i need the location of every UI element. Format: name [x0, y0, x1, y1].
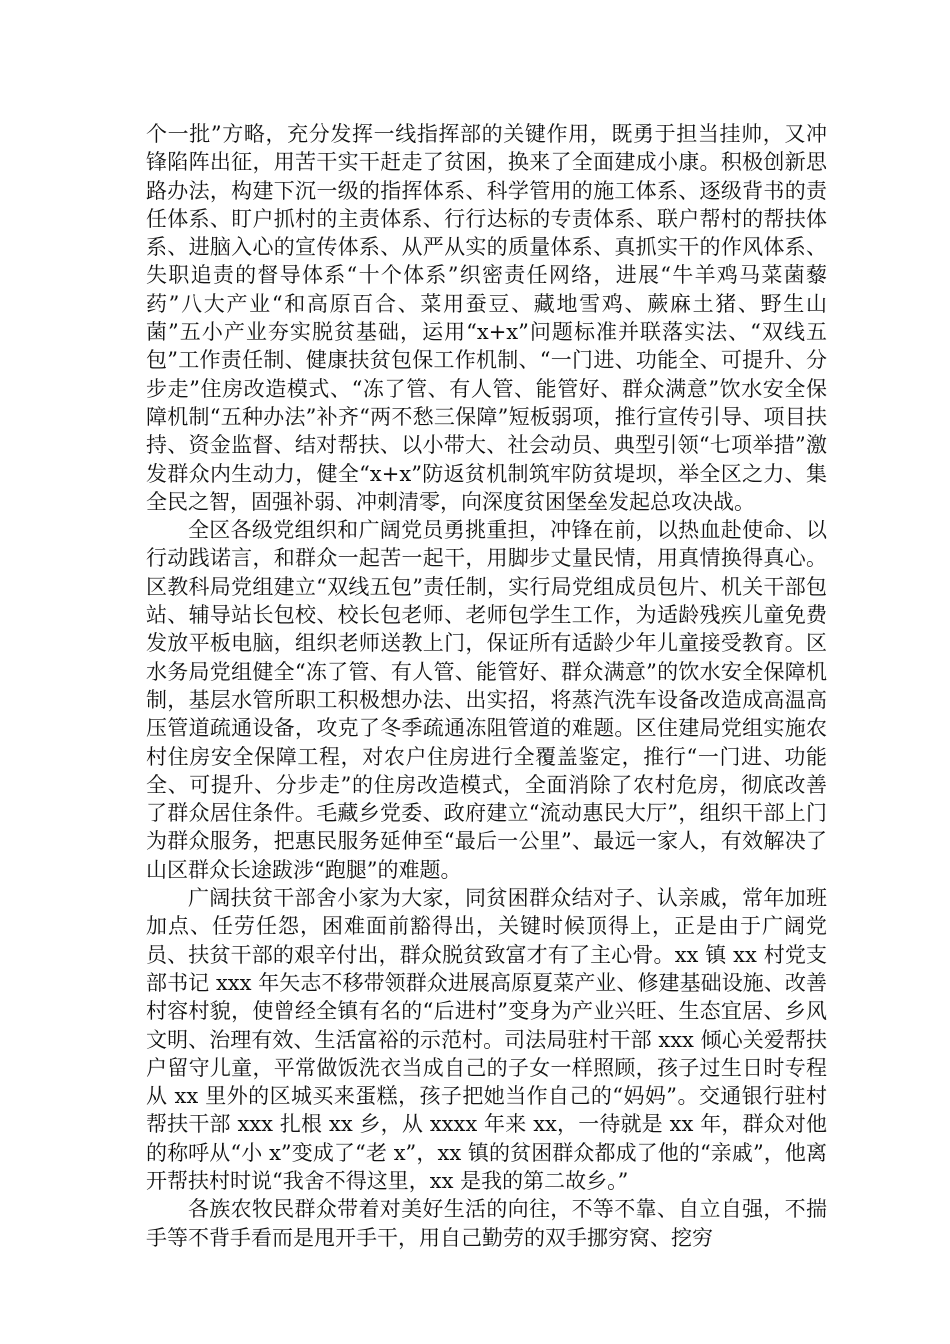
- paragraph: 个一批”方略，充分发挥一线指挥部的关键作用，既勇于担当挂帅，又冲锋陷阵出征，用苦干实干赶走了贫困，换来了全面建成小康。积极创新思路办法，构建下沉一级的指挥体系、科学管用的施工体系、逐级背书的责任体系、盯户抓村的主责体系、行行达标的专责体系、联户帮村的帮扶体系、进脑入心的宣传体系、从严从实的质量体系、真抓实干的作风体系、失职追责的督导体系“十个体系”织密责任网络，进展“牛羊鸡马菜菌藜药”八大产业“和高原百合、菜用蚕豆、藏地雪鸡、蕨麻土猪、野生山菌”五小产业夯实脱贫基础，运用“x+x”问题标准并联落实法、“双线五包”工作责任制、健康扶贫包保工作机制、“一门进、功能全、可提升、分步走”住房改造模式、“冻了管、有人管、能管好、群众满意”饮水安全保障机制“五种办法”补齐“两不愁三保障”短板弱项，推行宣传引导、项目扶持、资金监督、结对帮扶、以小带大、社会动员、典型引领“七项举措”激发群众内生动力，健全“x+x”防返贫机制筑牢防贫堤坝，举全区之力、集全民之智，固强补弱、冲刺清零，向深度贫困堡垒发起总攻决战。: [146, 122, 827, 514]
- document-body: [146, 120, 827, 1252]
- paragraph: 广阔扶贫干部舍小家为大家，同贫困群众结对子、认亲戚，常年加班加点、任劳任怨，困难面前豁得出，关键时候顶得上，正是由于广阔党员、扶贫干部的艰辛付出，群众脱贫致富才有了主心骨。xx 镇 xx 村党支部书记 xxx 年矢志不移带领群众进展高原夏菜产业、修建基础设施、改善村容村貌，使曾经全镇有名的“后进村”变身为产业兴旺、生态宜居、乡风文明、治理有效、生活富裕的示范村。司法局驻村干部 xxx 倾心关爱帮扶户留守儿童，平常做饭洗衣当成自己的子女一样照顾，孩子过生日时专程从 xx 里外的区城买来蛋糕，孩子把她当作自己的“妈妈”。交通银行驻村帮扶干部 xxx 扎根 xx 乡，从 xxxx 年来 xx，一待就是 xx 年，群众对他的称呼从“小 x”变成了“老 x”，xx 镇的贫困群众都成了他的“亲戚”，他离开帮扶村时说“我舍不得这里，xx 是我的第二故乡。”: [146, 886, 827, 1193]
- paragraph: 各族农牧民群众带着对美好生活的向往，不等不靠、自立自强，不揣手等不背手看而是甩开手干，用自己勤劳的双手挪穷窝、挖穷: [146, 1197, 827, 1250]
- paragraph: 全区各级党组织和广阔党员勇挑重担，冲锋在前，以热血赴使命、以行动践诺言，和群众一起苦一起干，用脚步丈量民情，用真情换得真心。区教科局党组建立“双线五包”责任制，实行局党组成员包片、机关干部包站、辅导站长包校、校长包老师、老师包学生工作，为适龄残疾儿童免费发放平板电脑，组织老师送教上门，保证所有适龄少年儿童接受教育。区水务局党组健全“冻了管、有人管、能管好、群众满意”的饮水安全保障机制，基层水管所职工积极想办法、出实招，将蒸汽洗车设备改造成高温高压管道疏通设备，攻克了冬季疏通冻阻管道的难题。区住建局党组实施农村住房安全保障工程，对农户住房进行全覆盖鉴定，推行“一门进、功能全、可提升、分步走”的住房改造模式，全面消除了农村危房，彻底改善了群众居住条件。毛藏乡党委、政府建立“流动惠民大厅”，组织干部上门为群众服务，把惠民服务延伸至“最后一公里”、最远一家人，有效解决了山区群众长途跋涉“跑腿”的难题。: [146, 518, 827, 882]
